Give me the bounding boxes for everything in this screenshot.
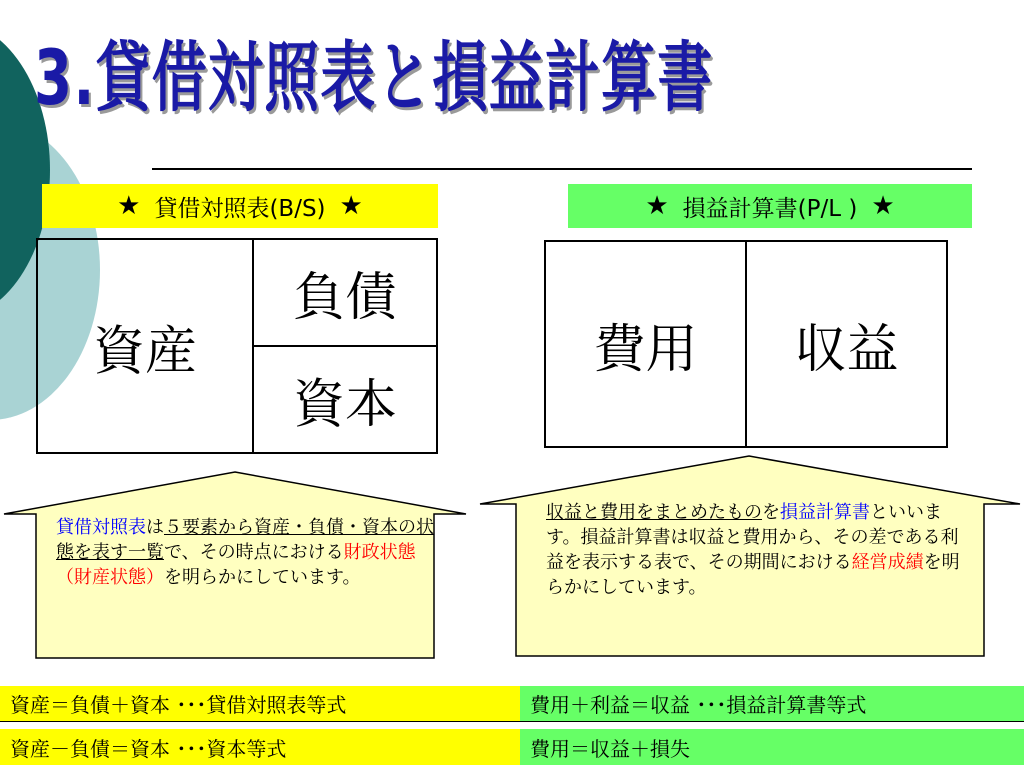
pl-header: [568, 184, 972, 228]
underlined-phrase: ５要素から資産・負債・資本の状態を表す一覧: [56, 517, 434, 563]
income-statement-table: [544, 240, 948, 448]
bs-equation: 資産＝負債＋資本 ･･･貸借対照表等式: [0, 686, 520, 722]
pl-explanation-callout: [474, 454, 1024, 660]
underlined-phrase: 収益と費用をまとめたもの: [546, 502, 762, 523]
capital-equation: 資産－負債＝資本 ･･･資本等式: [0, 729, 520, 765]
text-fragment: を明らかにしています。: [546, 552, 960, 598]
text-fragment: を明らかにしています。: [164, 567, 361, 588]
bs-capital-cell: 資本: [254, 345, 436, 452]
pl-expenses-cell: 費用: [593, 319, 698, 380]
bs-header-label: 貸借対照表(B/S): [154, 195, 326, 222]
bs-right-column: [254, 240, 436, 452]
bs-header: [42, 184, 438, 228]
star-icon: ★: [645, 191, 669, 221]
star-icon: ★: [117, 191, 141, 221]
bs-assets-cell: 資産: [38, 240, 254, 452]
term-operating-results: 経営成績: [851, 552, 924, 573]
balance-sheet-table: [36, 238, 438, 454]
star-icon: ★: [871, 191, 895, 221]
term-financial-position: 財政状態（財産状態）: [56, 542, 416, 588]
pl-equation: 費用＋利益＝収益 ･･･損益計算書等式: [520, 686, 1024, 722]
pl-explanation-text: [546, 500, 960, 600]
slide-title: 3.貸借対照表と損益計算書: [34, 33, 714, 122]
star-icon: ★: [339, 191, 363, 221]
bs-explanation-callout: [0, 470, 470, 662]
pl-loss-equation: 費用＝収益＋損失: [520, 729, 1024, 765]
pl-revenue-cell: 収益: [745, 242, 946, 446]
title-divider: [152, 168, 972, 170]
text-fragment: といいます。損益計算書は収益と費用から、その差である利益を表示する表で、その期間における: [546, 502, 959, 573]
pl-header-label: 損益計算書(P/L ): [682, 195, 858, 222]
text-fragment: を: [762, 502, 780, 523]
term-income-statement: 損益計算書: [780, 502, 870, 523]
text-fragment: は: [146, 517, 164, 538]
bs-liabilities-cell: 負債: [292, 268, 397, 328]
text-fragment: で、その時点における: [164, 542, 344, 563]
bs-explanation-text: [56, 515, 436, 590]
term-balance-sheet: 貸借対照表: [56, 517, 146, 538]
